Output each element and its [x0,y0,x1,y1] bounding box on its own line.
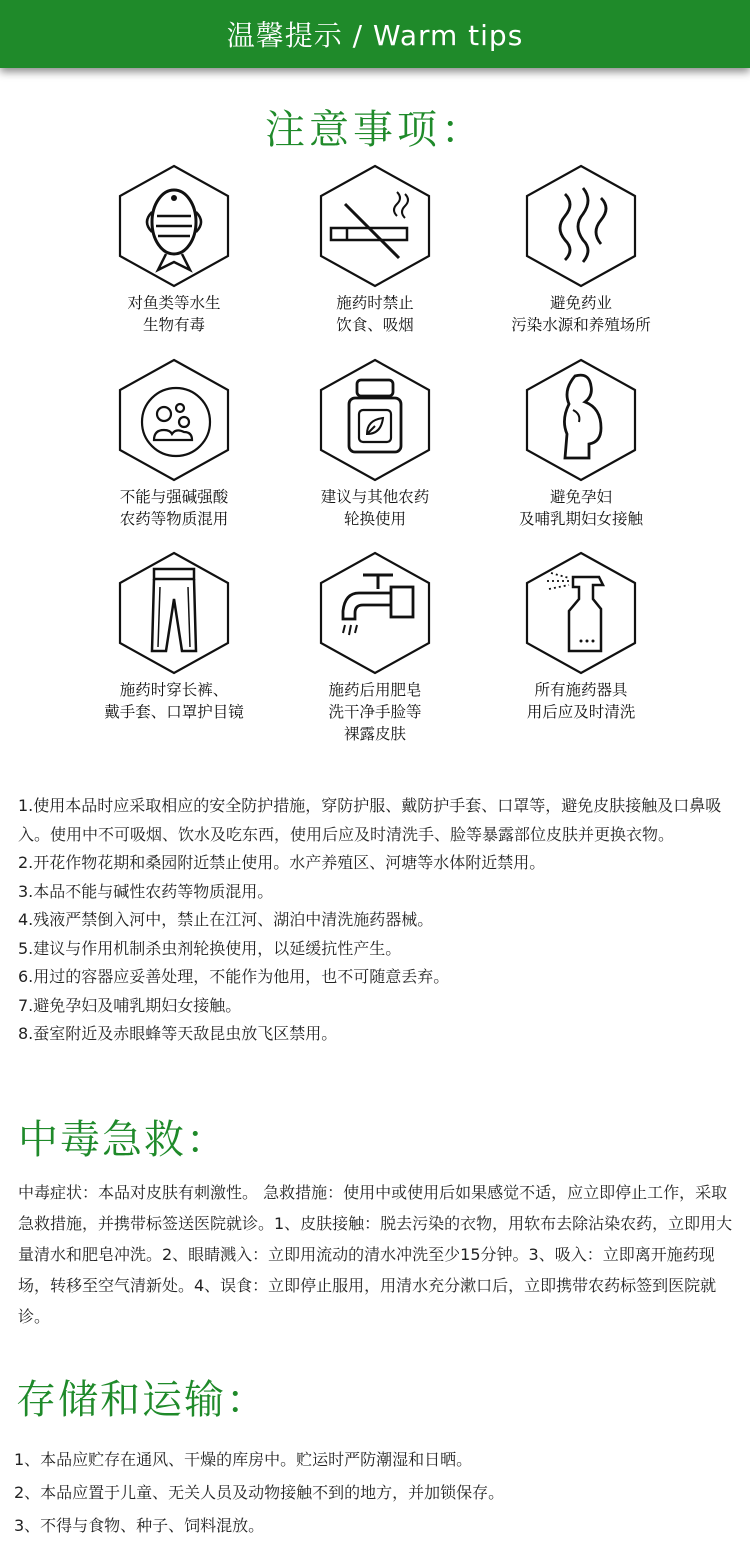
storage-item: 2、本品应置于儿童、无关人员及动物接触不到的地方，并加锁保存。 [14,1483,505,1502]
poison-text: 中毒症状：本品对皮肤有刺激性。 急救措施：使用中或使用后如果感觉不适，应立即停止工作，采取急救措施，并携带标签送医院就诊。1、皮肤接触：脱去污染的衣物，用软布去除沾染农药，立即用大量清水和肥皂冲洗。2、眼睛溅入：立即用流动的清水冲洗至少15分钟。3、吸入：立即离开施药现场，转移至空气清新处。4、误食：立即停止服用，用清水充分漱口后，立即携带农药标签到医院就诊。 [18,1183,733,1326]
icon-card-mixing [64,358,284,530]
no-smoking-icon [315,164,435,288]
notice-item: 2.开花作物花期和桑园附近禁止使用。水产养殖区、河塘等水体附近禁用。 [18,853,546,872]
icon-caption: 避免药业 污染水源和养殖场所 [511,294,651,334]
icon-caption: 施药后用肥皂 洗干净手脸等 裸露皮肤 [328,681,422,743]
storage-item: 3、不得与食物、种子、饲料混放。 [14,1516,265,1535]
icon-caption: 避免孕妇 及哺乳期妇女接触 [518,488,643,528]
notice-item: 7.避免孕妇及哺乳期妇女接触。 [18,995,242,1015]
water-waves-icon [521,164,641,288]
icon-caption: 施药时禁止 饮食、吸烟 [336,294,414,334]
water-tap-icon [315,551,435,675]
icon-card-bottle [265,358,485,530]
icon-caption: 所有施药器具 用后应及时清洗 [526,681,636,721]
notice-item: 6.用过的容器应妥善处理，不能作为他用，也不可随意丢弃。 [18,967,450,986]
spray-bottle-icon [521,551,641,675]
long-pants-icon [114,551,234,675]
notice-item: 1.使用本品时应采取相应的安全防护措施，穿防护服、戴防护手套、口罩等，避免皮肤接触及口鼻吸入。使用中不可吸烟、饮水及吃东西，使用后应及时清洗手、脸等暴露部位皮肤并更换衣物。 [18,796,722,844]
icon-card-spray [471,551,691,723]
poison-title: 中毒急救： [18,1117,228,1163]
icon-caption: 建议与其他农药 轮换使用 [320,488,430,528]
pesticide-bottle-icon [315,358,435,482]
icon-card-fish [64,164,284,336]
notice-list [18,792,742,1049]
storage-item: 1、本品应贮存在通风、干燥的库房中。贮运时严防潮湿和日晒。 [14,1450,473,1469]
mixing-bubbles-icon [114,358,234,482]
notice-item: 5.建议与作用机制杀虫剂轮换使用，以延缓抗性产生。 [18,938,402,958]
pregnant-woman-icon [521,358,641,482]
icon-card-no-smoking [265,164,485,336]
icon-caption: 不能与强碱强酸 农药等物质混用 [119,488,229,528]
icon-caption: 对鱼类等水生 生物有毒 [127,294,221,334]
icon-card-pregnant [471,358,691,530]
banner-title: 温馨提示 / Warm tips [226,19,524,52]
storage-list [14,1443,738,1542]
storage-title: 存储和运输： [16,1377,268,1423]
notice-item: 8.蚕室附近及赤眼蜂等天敌昆虫放飞区禁用。 [18,1024,338,1043]
fish-icon [114,164,234,288]
icon-card-water [471,164,691,336]
notice-item: 4.残液严禁倒入河中，禁止在江河、湖泊中清洗施药器械。 [18,910,434,929]
icon-card-tap [265,551,485,745]
icon-caption: 施药时穿长裤、 戴手套、口罩护目镜 [104,681,244,721]
icon-card-pants [64,551,284,723]
notice-item: 3.本品不能与碱性农药等物质混用。 [18,881,274,901]
header-banner [0,0,750,68]
notice-title: 注意事项： [265,107,485,153]
